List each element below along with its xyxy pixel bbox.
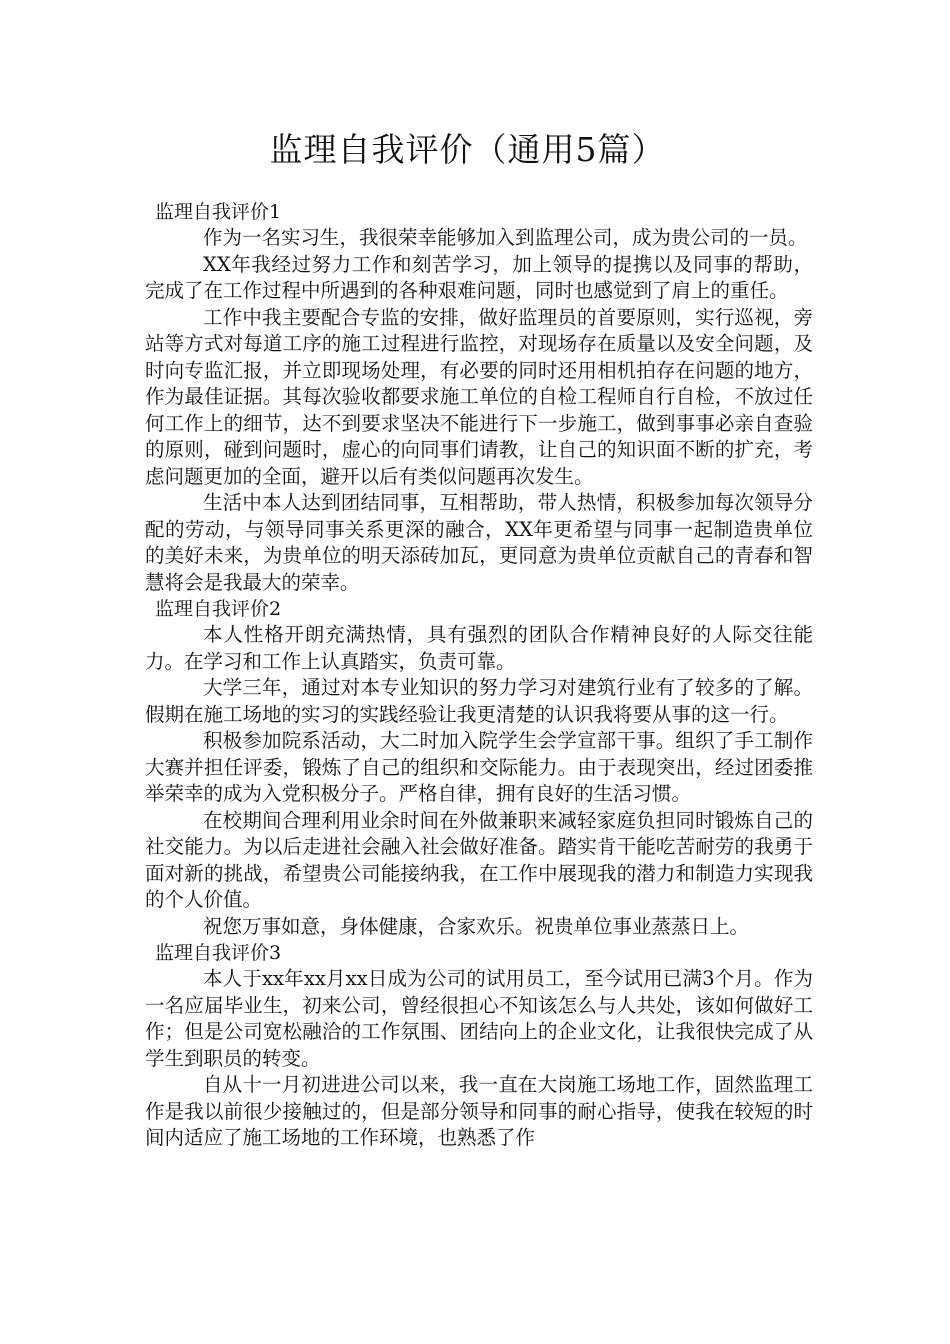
paragraph: 生活中本人达到团结同事，互相帮助，带人热情，积极参加每次领导分配的劳动，与领导同事关系更深的融合，XX年更希望与同事一起制造贵单位的美好未来，为贵单位的明天添砖加瓦，更同意为贵单位贡献自己的青春和智慧将会是我最大的荣幸。 bbox=[145, 491, 813, 594]
paragraph: 作为一名实习生，我很荣幸能够加入到监理公司，成为贵公司的一员。 bbox=[203, 226, 808, 249]
paragraph: 本人性格开朗充满热情，具有强烈的团队合作精神良好的人际交往能力。在学习和工作上认真踏实，负责可靠。 bbox=[145, 623, 813, 673]
document-title: 监理自我评价（通用5篇） bbox=[269, 130, 666, 169]
section-heading-2: 监理自我评价2 bbox=[155, 598, 282, 620]
section-heading-3: 监理自我评价3 bbox=[155, 942, 282, 964]
paragraph: 祝您万事如意，身体健康，合家欢乐。祝贵单位事业蒸蒸日上。 bbox=[203, 914, 750, 938]
paragraph: 在校期间合理利用业余时间在外做兼职来减轻家庭负担同时锻炼自己的社交能力。为以后走进社会融入社会做好准备。踏实肯干能吃苦耐劳的我勇于面对新的挑战，希望贵公司能接纳我，在工作中展现我的潜力和制造力实现我的个人价值。 bbox=[145, 808, 813, 911]
paragraph: 本人于xx年xx月xx日成为公司的试用员工，至今试用已满3个月。作为一名应届毕业生，初来公司，曾经很担心不知该怎么与人共处，该如何做好工作；但是公司宽松融洽的工作氛围、团结向上的企业文化，让我很快完成了从学生到职员的转变。 bbox=[145, 967, 813, 1070]
paragraph: 工作中我主要配合专监的安排，做好监理员的首要原则，实行巡视，旁站等方式对每道工序的施工过程进行监控，对现场存在质量以及安全问题，及时向专监汇报，并立即现场处理，有必要的同时还用相机拍存在问题的地方，作为最佳证据。其每次验收都要求施工单位的自检工程师自行自检，不放过任何工作上的细节，达不到要求坚决不能进行下一步施工，做到事事必亲自查验的原则，碰到问题时，虚心的向同事们请教，让自己的知识面不断的扩充，考虑问题更加的全面，避开以后有类似问题再次发生。 bbox=[145, 305, 813, 488]
paragraph: 大学三年，通过对本专业知识的努力学习对建筑行业有了较多的了解。假期在施工场地的实习的实践经验让我更清楚的认识我将要从事的这一行。 bbox=[145, 676, 813, 726]
paragraph: XX年我经过努力工作和刻苦学习，加上领导的提携以及同事的帮助，完成了在工作过程中所遇到的各种艰难问题，同时也感觉到了肩上的重任。 bbox=[145, 252, 813, 302]
document-body bbox=[145, 199, 813, 1152]
paragraph: 积极参加院系活动，大二时加入院学生会学宣部干事。组织了手工制作大赛并担任评委，锻炼了自己的组织和交际能力。由于表现突出，经过团委推举荣幸的成为入党积极分子。严格自律，拥有良好的生活习惯。 bbox=[145, 729, 813, 805]
paragraph: 自从十一月初进进公司以来，我一直在大岗施工场地工作，固然监理工作是我以前很少接触过的，但是部分领导和同事的耐心指导，使我在较短的时间内适应了施工场地的工作环境，也熟悉了作 bbox=[145, 1073, 813, 1149]
section-heading-1: 监理自我评价1 bbox=[155, 201, 282, 223]
